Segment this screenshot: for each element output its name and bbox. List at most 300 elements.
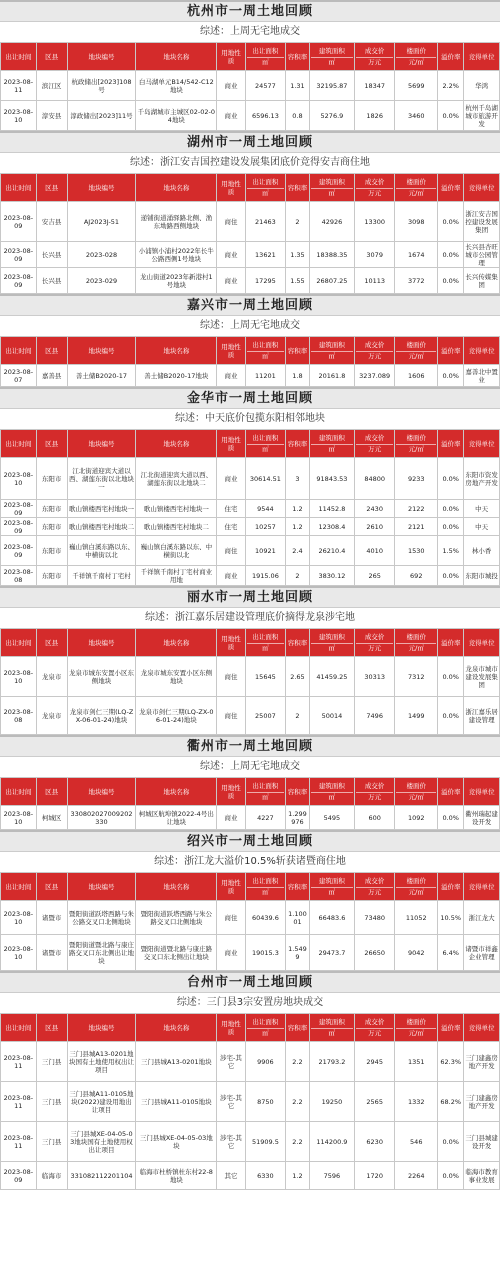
table-cell: 546 (395, 1122, 438, 1162)
column-header-label: 容积率 (287, 183, 308, 192)
column-header (286, 430, 310, 458)
table-cell: 26807.25 (309, 268, 354, 294)
land-table (0, 173, 500, 294)
section-title: 湖州市一周土地回顾 (0, 131, 500, 153)
column-header-label: 区县 (45, 346, 59, 355)
column-header-label: 区县 (45, 638, 59, 647)
column-header (136, 43, 217, 71)
table-cell: 衢州瑞起建设开发 (464, 806, 500, 830)
table-cell: 歌山镇楼西宅村地块一 (67, 500, 136, 518)
table-row (1, 518, 500, 536)
column-header (1, 174, 37, 202)
column-header (67, 629, 136, 657)
table-row (1, 657, 500, 697)
column-header-label: 溢价率 (440, 787, 461, 796)
column-header-label: 用地性质 (221, 48, 241, 65)
column-header (1, 1014, 37, 1042)
table-cell: 7596 (309, 1162, 354, 1190)
table-cell: 6230 (354, 1122, 394, 1162)
table-cell: 江北街道迎宾大道以西、湖莲东街以北地块二 (136, 458, 217, 500)
table-cell: 2.4 (286, 536, 310, 566)
column-header-label: 楼面价 (406, 782, 426, 790)
land-table (0, 628, 500, 735)
table-cell: 5699 (395, 71, 438, 101)
column-header (354, 43, 394, 71)
column-header (354, 174, 394, 202)
section-title: 嘉兴市一周土地回顾 (0, 294, 500, 316)
column-header-label: 建筑面积 (318, 341, 345, 349)
table-cell: 68.2% (438, 1082, 464, 1122)
table-cell: 1.299976 (286, 806, 310, 830)
table-cell: 商业 (217, 101, 246, 131)
table-cell: 商业 (217, 71, 246, 101)
table-cell: 1530 (395, 536, 438, 566)
table-cell: 2023-08-10 (1, 458, 37, 500)
table-cell: 2023-08-09 (1, 1162, 37, 1190)
section-summary: 综述：上周无宅地成交 (200, 320, 300, 331)
table-cell: 0.0% (438, 566, 464, 586)
column-header (217, 629, 246, 657)
column-header-label: 成交价 (364, 1018, 385, 1026)
table-cell: 42926 (309, 202, 354, 242)
table-cell: 6.4% (438, 935, 464, 971)
table-cell: 浙江安吉国控建设发展集团 (464, 202, 500, 242)
column-header-label: 地块名称 (163, 882, 190, 891)
column-header-label: 区县 (45, 882, 59, 891)
table-cell: 26210.4 (309, 536, 354, 566)
table-cell: 1.5499 (286, 935, 310, 971)
table-cell: 滨江区 (36, 71, 67, 101)
table-cell: 巍山镇白溪东路以东、中横街以北 (136, 536, 217, 566)
column-header-label: 用地性质 (221, 435, 241, 452)
column-header-label: 地块名称 (163, 346, 190, 355)
table-cell: 1915.06 (245, 566, 285, 586)
column-header-label: 竞得单位 (468, 787, 495, 796)
table-cell: 19015.3 (245, 935, 285, 971)
column-header (136, 174, 217, 202)
table-cell: 0.0% (438, 697, 464, 735)
column-header-unit: 万元 (356, 887, 393, 896)
header-row (1, 873, 500, 901)
column-header-label: 出让时间 (5, 346, 32, 355)
table-cell: 三门县 (36, 1122, 67, 1162)
table-cell: 诸暨市祥鑫企业管理 (464, 935, 500, 971)
column-header-unit: ㎡ (311, 351, 353, 360)
table-cell: 华鸿 (464, 71, 500, 101)
column-header (245, 778, 285, 806)
table-cell: 2023-08-10 (1, 806, 37, 830)
column-header (1, 43, 37, 71)
table-cell: 善土储B2020-17地块 (136, 365, 217, 387)
table-row (1, 1162, 500, 1190)
table-cell: 11201 (245, 365, 285, 387)
table-row (1, 268, 500, 294)
column-header-label: 容积率 (287, 439, 308, 448)
column-header-label: 建筑面积 (318, 1018, 345, 1026)
table-cell: 2023-08-09 (1, 536, 37, 566)
header-row (1, 43, 500, 71)
table-cell: 4227 (245, 806, 285, 830)
column-header (464, 43, 500, 71)
table-cell: 1.35 (286, 242, 310, 268)
table-cell: 2023-08-10 (1, 657, 37, 697)
table-cell: 11452.8 (309, 500, 354, 518)
column-header (217, 1014, 246, 1042)
column-header-label: 楼面价 (406, 47, 426, 55)
column-header-label: 竞得单位 (468, 183, 495, 192)
column-header-unit: 万元 (356, 792, 393, 801)
table-cell: 中天 (464, 518, 500, 536)
column-header (354, 337, 394, 365)
column-header (217, 43, 246, 71)
table-cell: 0.0% (438, 657, 464, 697)
column-header-label: 竞得单位 (468, 439, 495, 448)
table-cell: 安吉县 (36, 202, 67, 242)
column-header-label: 楼面价 (406, 341, 426, 349)
column-header-label: 出让面积 (252, 877, 279, 885)
column-header-unit: ㎡ (247, 188, 284, 197)
section-summary: 综述：上周无宅地成交 (200, 761, 300, 772)
column-header-unit: ㎡ (311, 643, 353, 652)
table-body (1, 657, 500, 735)
table-row (1, 901, 500, 935)
table-header (1, 778, 500, 806)
column-header (464, 430, 500, 458)
table-row (1, 806, 500, 830)
table-cell: 2 (286, 566, 310, 586)
column-header (36, 43, 67, 71)
table-cell: 84800 (354, 458, 394, 500)
table-cell: 2945 (354, 1042, 394, 1082)
table-cell: 商住 (217, 901, 246, 935)
table-cell: 3098 (395, 202, 438, 242)
column-header (464, 873, 500, 901)
column-header (36, 873, 67, 901)
column-header-label: 地块编号 (88, 346, 115, 355)
section-summary: 综述：浙江嘉乐居建设管理底价摘得龙泉涉宅地 (145, 612, 355, 623)
table-cell: 2.65 (286, 657, 310, 697)
table-cell: 1.31 (286, 71, 310, 101)
table-cell: 善土储B2020-17 (67, 365, 136, 387)
table-row (1, 697, 500, 735)
table-row (1, 71, 500, 101)
table-cell: 26650 (354, 935, 394, 971)
header-row (1, 174, 500, 202)
column-header-label: 成交价 (364, 47, 385, 55)
table-cell: 长兴县 (36, 242, 67, 268)
header-row (1, 1014, 500, 1042)
table-cell: 三门县 (36, 1042, 67, 1082)
column-header (136, 430, 217, 458)
table-cell: 9042 (395, 935, 438, 971)
table-cell: 13621 (245, 242, 285, 268)
table-cell: 1.2 (286, 1162, 310, 1190)
column-header-label: 楼面价 (406, 178, 426, 186)
table-cell: 2023-08-09 (1, 500, 37, 518)
column-header (395, 337, 438, 365)
section-summary: 综述：上周无宅地成交 (200, 26, 300, 37)
column-header-unit: 万元 (356, 1028, 393, 1037)
column-header (395, 43, 438, 71)
column-header (354, 629, 394, 657)
column-header-unit: 万元 (356, 57, 393, 66)
table-cell: 商住 (217, 536, 246, 566)
column-header (67, 1014, 136, 1042)
column-header-label: 区县 (45, 1023, 59, 1032)
table-cell: 25007 (245, 697, 285, 735)
table-cell: 长兴传媒集团 (464, 268, 500, 294)
land-table (0, 872, 500, 971)
column-header (286, 337, 310, 365)
table-cell: 9906 (245, 1042, 285, 1082)
city-section (0, 294, 500, 387)
table-cell: 1.8 (286, 365, 310, 387)
column-header (67, 174, 136, 202)
column-header-label: 地块名称 (163, 439, 190, 448)
table-cell: 商住 (217, 697, 246, 735)
column-header (438, 778, 464, 806)
table-cell: 三门县 (36, 1082, 67, 1122)
column-header-label: 用地性质 (221, 1019, 241, 1036)
table-cell: 递铺街道涌驿路北侧、渔东坳路西侧地块 (136, 202, 217, 242)
city-section (0, 586, 500, 735)
table-cell: 265 (354, 566, 394, 586)
column-header-label: 容积率 (287, 638, 308, 647)
column-header-label: 地块编号 (88, 183, 115, 192)
table-cell: 1720 (354, 1162, 394, 1190)
table-cell: 2.2% (438, 71, 464, 101)
table-cell: 淳政储出[2023]11号 (67, 101, 136, 131)
table-header (1, 43, 500, 71)
column-header-label: 溢价率 (440, 346, 461, 355)
table-cell: 20161.8 (309, 365, 354, 387)
table-cell: 41459.25 (309, 657, 354, 697)
land-table (0, 336, 500, 387)
table-cell: 2023-08-10 (1, 901, 37, 935)
table-cell: 住宅 (217, 500, 246, 518)
table-cell: 73480 (354, 901, 394, 935)
table-cell: 歌山镇楼西宅村地块一 (136, 500, 217, 518)
table-cell: 2430 (354, 500, 394, 518)
column-header (67, 778, 136, 806)
table-cell: 诸暨市 (36, 935, 67, 971)
column-header-label: 区县 (45, 787, 59, 796)
table-cell: 涉宅-其它 (217, 1042, 246, 1082)
table-cell: 3 (286, 458, 310, 500)
table-cell: 19250 (309, 1082, 354, 1122)
table-cell: 0.8 (286, 101, 310, 131)
column-header-label: 出让时间 (5, 52, 32, 61)
column-header-unit: 万元 (356, 444, 393, 453)
column-header-label: 地块编号 (88, 882, 115, 891)
table-cell: 其它 (217, 1162, 246, 1190)
column-header-unit: ㎡ (247, 1028, 284, 1037)
table-cell: 杭政储出[2023]108号 (67, 71, 136, 101)
column-header-unit: ㎡ (311, 1028, 353, 1037)
column-header-unit: ㎡ (247, 887, 284, 896)
section-summary: 综述：浙江龙大溢价10.5%斩获诸暨商住地 (154, 856, 346, 867)
table-cell: 3237.089 (354, 365, 394, 387)
table-cell: 江北街道迎宾大道以西、湖莲东街以北地块一 (67, 458, 136, 500)
table-cell: 1.10001 (286, 901, 310, 935)
table-cell: 0.0% (438, 1122, 464, 1162)
table-cell: 长兴县杏旺城市公园管理 (465, 242, 498, 267)
table-cell: 白马湖单元B14/542-C12地块 (136, 71, 217, 101)
column-header-label: 楼面价 (406, 633, 426, 641)
column-header-unit: ㎡ (247, 351, 284, 360)
table-cell: 杭州千岛湖城市旅游开发 (464, 101, 500, 131)
table-cell: 龙山街道2023年新港村1号地块 (136, 268, 217, 294)
table-header (1, 174, 500, 202)
table-row (1, 935, 500, 971)
column-header (1, 430, 37, 458)
table-cell: 21793.2 (309, 1042, 354, 1082)
column-header-label: 成交价 (364, 633, 385, 641)
table-cell: 商业 (217, 935, 246, 971)
table-cell: 21463 (245, 202, 285, 242)
table-header (1, 337, 500, 365)
column-header-label: 建筑面积 (318, 178, 345, 186)
table-cell: 龙泉市 (36, 697, 67, 735)
table-cell: 50014 (309, 697, 354, 735)
column-header-unit: ㎡ (311, 57, 353, 66)
table-cell: 淳安县 (36, 101, 67, 131)
table-cell: 柯城区 (36, 806, 67, 830)
table-cell: 龙泉市城东安置小区东侧地块 (67, 657, 136, 697)
table-row (1, 458, 500, 500)
column-header-label: 溢价率 (440, 638, 461, 647)
column-header-label: 楼面价 (406, 1018, 426, 1026)
column-header (136, 1014, 217, 1042)
table-cell: 2023-08-11 (1, 1082, 37, 1122)
table-cell: 2023-028 (67, 242, 136, 268)
table-cell: 2565 (354, 1082, 394, 1122)
column-header-unit: ㎡ (247, 792, 284, 801)
column-header-label: 用地性质 (221, 342, 241, 359)
column-header (1, 629, 37, 657)
column-header-unit: ㎡ (311, 188, 353, 197)
table-cell: 2023-08-08 (1, 697, 37, 735)
column-header (464, 174, 500, 202)
column-header-label: 出让面积 (252, 178, 279, 186)
column-header (286, 629, 310, 657)
column-header-unit: ㎡ (311, 444, 353, 453)
table-cell: 1499 (395, 697, 438, 735)
column-header (438, 629, 464, 657)
column-header-unit: ㎡ (247, 643, 284, 652)
table-cell: 千祥镇千南村丁宅村商业用地 (136, 566, 217, 586)
column-header-unit: 元/㎡ (396, 444, 436, 453)
column-header-unit: 元/㎡ (396, 792, 436, 801)
column-header (136, 629, 217, 657)
table-cell: 2023-08-09 (1, 202, 37, 242)
land-table (0, 777, 500, 830)
column-header (67, 337, 136, 365)
column-header-unit: 元/㎡ (396, 188, 436, 197)
column-header (36, 337, 67, 365)
table-cell: 商业 (217, 458, 246, 500)
column-header-label: 容积率 (287, 52, 308, 61)
column-header (1, 778, 37, 806)
column-header-label: 成交价 (364, 341, 385, 349)
table-row (1, 365, 500, 387)
column-header (245, 873, 285, 901)
table-cell: 1.2 (286, 518, 310, 536)
column-header-label: 区县 (45, 52, 59, 61)
section-title: 台州市一周土地回顾 (0, 971, 500, 993)
section-summary: 综述：三门县3宗安置房地块成交 (176, 997, 324, 1008)
column-header (309, 778, 354, 806)
column-header (354, 873, 394, 901)
column-header-label: 容积率 (287, 346, 308, 355)
column-header-label: 用地性质 (221, 783, 241, 800)
column-header (438, 430, 464, 458)
column-header-label: 建筑面积 (318, 782, 345, 790)
table-cell: 龙泉市剑仁三期(LQ-ZX-06-01-24)地块 (136, 697, 217, 735)
table-cell: 三门县城建设开发 (464, 1122, 500, 1162)
column-header-label: 出让时间 (5, 882, 32, 891)
column-header-label: 地块编号 (88, 439, 115, 448)
table-cell: 1.55 (286, 268, 310, 294)
column-header-label: 楼面价 (406, 877, 426, 885)
table-row (1, 566, 500, 586)
table-cell: 涉宅-其它 (217, 1122, 246, 1162)
table-cell: 18347 (354, 71, 394, 101)
column-header (464, 1014, 500, 1042)
table-cell: 三门县城XE-04-05-03地块 (136, 1122, 217, 1162)
column-header (395, 430, 438, 458)
column-header-label: 区县 (45, 439, 59, 448)
table-cell: 三门县城A13-0201地块 (136, 1042, 217, 1082)
column-header (245, 430, 285, 458)
column-header (395, 873, 438, 901)
table-cell: 5276.9 (309, 101, 354, 131)
table-cell: 东阳市 (36, 566, 67, 586)
table-cell: 30313 (354, 657, 394, 697)
table-cell: 东阳市 (36, 500, 67, 518)
column-header-label: 地块编号 (88, 52, 115, 61)
table-cell: 东阳市 (36, 518, 67, 536)
table-cell: 龙泉市 (36, 657, 67, 697)
table-cell: 10113 (354, 268, 394, 294)
table-cell: 嘉善北中置业 (464, 365, 500, 387)
column-header (36, 629, 67, 657)
table-cell: 32195.87 (309, 71, 354, 101)
table-cell: 0.0% (438, 202, 464, 242)
table-cell: 东阳市 (36, 536, 67, 566)
column-header-label: 建筑面积 (318, 47, 345, 55)
table-cell: 0.0% (438, 518, 464, 536)
city-section (0, 971, 500, 1190)
column-header-unit: 元/㎡ (396, 1028, 436, 1037)
table-cell: 10921 (245, 536, 285, 566)
table-body (1, 202, 500, 294)
table-cell: 2610 (354, 518, 394, 536)
table-cell: 2.2 (286, 1122, 310, 1162)
section-title: 丽水市一周土地回顾 (0, 586, 500, 608)
column-header (438, 873, 464, 901)
column-header-label: 地块名称 (163, 52, 190, 61)
table-cell: 1092 (395, 806, 438, 830)
table-cell: 2023-08-11 (1, 1122, 37, 1162)
table-cell: 巍山镇白溪东路以东、中横街以北 (67, 536, 136, 566)
column-header-label: 出让时间 (5, 439, 32, 448)
table-cell: 临海市杜桥镇杜东村22-8地块 (136, 1162, 217, 1190)
table-cell: 2023-08-11 (1, 71, 37, 101)
column-header-label: 地块名称 (163, 638, 190, 647)
column-header (354, 778, 394, 806)
table-cell: 2121 (395, 518, 438, 536)
